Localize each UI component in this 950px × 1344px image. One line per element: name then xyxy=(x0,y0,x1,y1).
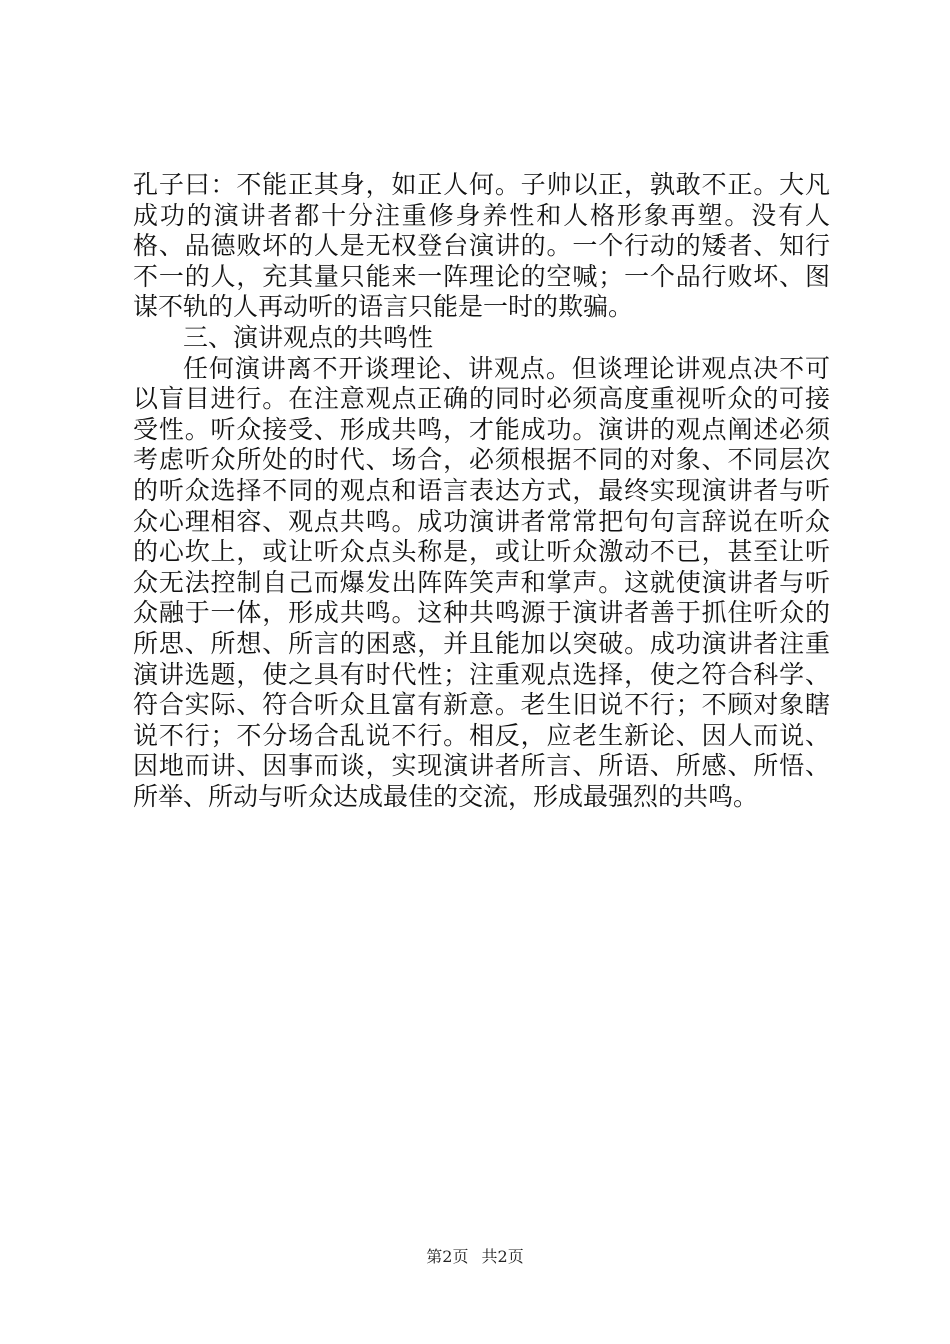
page-footer xyxy=(0,1244,950,1267)
section-heading: 三、演讲观点的共鸣性 xyxy=(183,322,434,352)
document-body xyxy=(133,170,830,812)
paragraph-resonance: 任何演讲离不开谈理论、讲观点。但谈理论讲观点决不可以盲目进行。在注意观点正确的同时必须高度重视听众的可接受性。听众接受、形成共鸣，才能成功。演讲的观点阐述必须考虑听众所处的时代、场合，必须根据不同的对象、不同层次的听众选择不同的观点和语言表达方式，最终实现演讲者与听众心理相容、观点共鸣。成功演讲者常常把句句言辞说在听众的心坎上，或让听众点头称是，或让听众激动不已，甚至让听众无法控制自己而爆发出阵阵笑声和掌声。这就使演讲者与听众融于一体，形成共鸣。这种共鸣源于演讲者善于抓住听众的所思、所想、所言的困惑，并且能加以突破。成功演讲者注重演讲选题，使之具有时代性；注重观点选择，使之符合科学、符合实际、符合听众且富有新意。老生旧说不行；不顾对象瞎说不行；不分场合乱说不行。相反，应老生新论、因人而说、因地而讲、因事而谈，实现演讲者所言、所语、所感、所悟、所举、所动与听众达成最佳的交流，形成最强烈的共鸣。 xyxy=(133,353,830,811)
page-total: 共2页 xyxy=(481,1247,524,1266)
paragraph-confucius: 孔子曰：不能正其身，如正人何。子帅以正，孰敢不正。大凡成功的演讲者都十分注重修身养性和人格形象再塑。没有人格、品德败坏的人是无权登台演讲的。一个行动的矮者、知行不一的人，充其量只能来一阵理论的空喊；一个品行败坏、图谋不轨的人再动听的语言只能是一时的欺骗。 xyxy=(133,170,830,322)
page-number: 第2页 xyxy=(426,1247,469,1266)
